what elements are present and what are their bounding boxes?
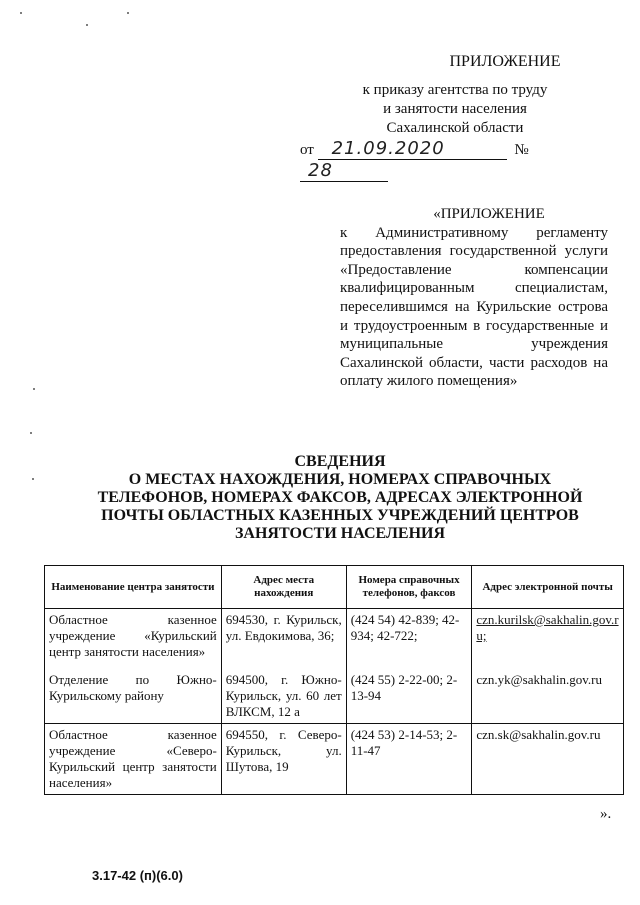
center-name: Областное казенное учреждение «Курильский центр занятости населения» — [49, 612, 217, 659]
cell-email[interactable]: czn.sk@sakhalin.gov.ru — [472, 724, 624, 795]
branch-email[interactable]: czn.yk@sakhalin.gov.ru — [476, 672, 602, 687]
number-field — [300, 160, 388, 182]
section-title-line: ПОЧТЫ ОБЛАСТНЫХ КАЗЕННЫХ УЧРЕЖДЕНИЙ ЦЕНТРОВ — [101, 507, 579, 524]
branch-name: Отделение по Южно-Курильскому району — [49, 672, 217, 703]
appendix-block — [340, 205, 608, 391]
scan-speck — [127, 12, 129, 14]
column-header-email: Адрес электронной почты — [472, 566, 624, 609]
order-header-title: ПРИЛОЖЕНИЕ — [449, 53, 561, 70]
scan-speck — [33, 388, 35, 390]
cell-address: 694550, г. Северо-Курильск, ул. Шутова, 19 — [221, 724, 346, 795]
order-header — [300, 52, 610, 138]
cell-phones — [346, 609, 472, 724]
employment-centers-table — [44, 565, 624, 795]
date-label: от — [300, 142, 314, 158]
section-title-line: ЗАНЯТОСТИ НАСЕЛЕНИЯ — [234, 525, 446, 542]
section-title-line: ТЕЛЕФОНОВ, НОМЕРАХ ФАКСОВ, АДРЕСАХ ЭЛЕКТРОННОЙ — [97, 489, 583, 506]
center-phones: (424 54) 42-839; 42-934; 42-722; — [350, 612, 460, 643]
section-title-line: СВЕДЕНИЯ — [294, 453, 386, 470]
footer-code: 3.17-42 (п)(6.0) — [92, 868, 183, 883]
cell-address — [221, 609, 346, 724]
cell-name: Областное казенное учреждение «Северо-Курильский центр занятости населения» — [45, 724, 222, 795]
center-address: 694530, г. Курильск, ул. Евдокимова, 36; — [225, 612, 342, 643]
scan-speck — [32, 478, 34, 480]
number-label: № — [514, 142, 529, 158]
branch-phones: (424 55) 2-22-00; 2-13-94 — [350, 672, 458, 703]
appendix-text: к Административному регламенту предоставления государственной услуги «Предоставление компенсации квалифицированным специалистам, переселившимся на Курильские острова и трудоустроенным в государственные и муниципальные учреждения Сахалинской области, части расходов на оплату жилого помещения» — [340, 224, 608, 390]
center-email-link[interactable]: czn.kurilsk@sakhalin.gov.ru; — [476, 612, 619, 643]
cell-email — [472, 609, 624, 724]
order-date-number — [300, 138, 610, 182]
cell-name — [45, 609, 222, 724]
table-row — [45, 609, 624, 724]
scan-speck — [86, 24, 88, 26]
scan-speck — [20, 12, 22, 14]
column-header-name: Наименование центра занятости — [45, 566, 222, 609]
table-row — [45, 724, 624, 795]
closing-quote: ». — [600, 806, 612, 822]
section-title-line: О МЕСТАХ НАХОЖДЕНИЯ, НОМЕРАХ СПРАВОЧНЫХ — [128, 471, 552, 488]
order-header-line: Сахалинской области — [386, 120, 524, 136]
appendix-title: «ПРИЛОЖЕНИЕ — [433, 206, 545, 222]
scan-speck — [30, 432, 32, 434]
section-title — [60, 453, 620, 543]
table-header-row — [45, 566, 624, 609]
column-header-address: Адрес места нахождения — [221, 566, 346, 609]
column-header-phones: Номера справочных телефонов, факсов — [346, 566, 472, 609]
date-field — [318, 138, 507, 160]
order-header-line: и занятости населения — [383, 101, 527, 117]
date-handwritten: 21.09.2020 — [331, 138, 445, 159]
branch-address: 694500, г. Южно-Курильск, ул. 60 лет ВЛКСМ, 12 а — [225, 672, 342, 719]
number-handwritten: 28 — [308, 160, 333, 181]
order-header-line: к приказу агентства по труду — [362, 82, 548, 98]
cell-phones: (424 53) 2-14-53; 2-11-47 — [346, 724, 472, 795]
